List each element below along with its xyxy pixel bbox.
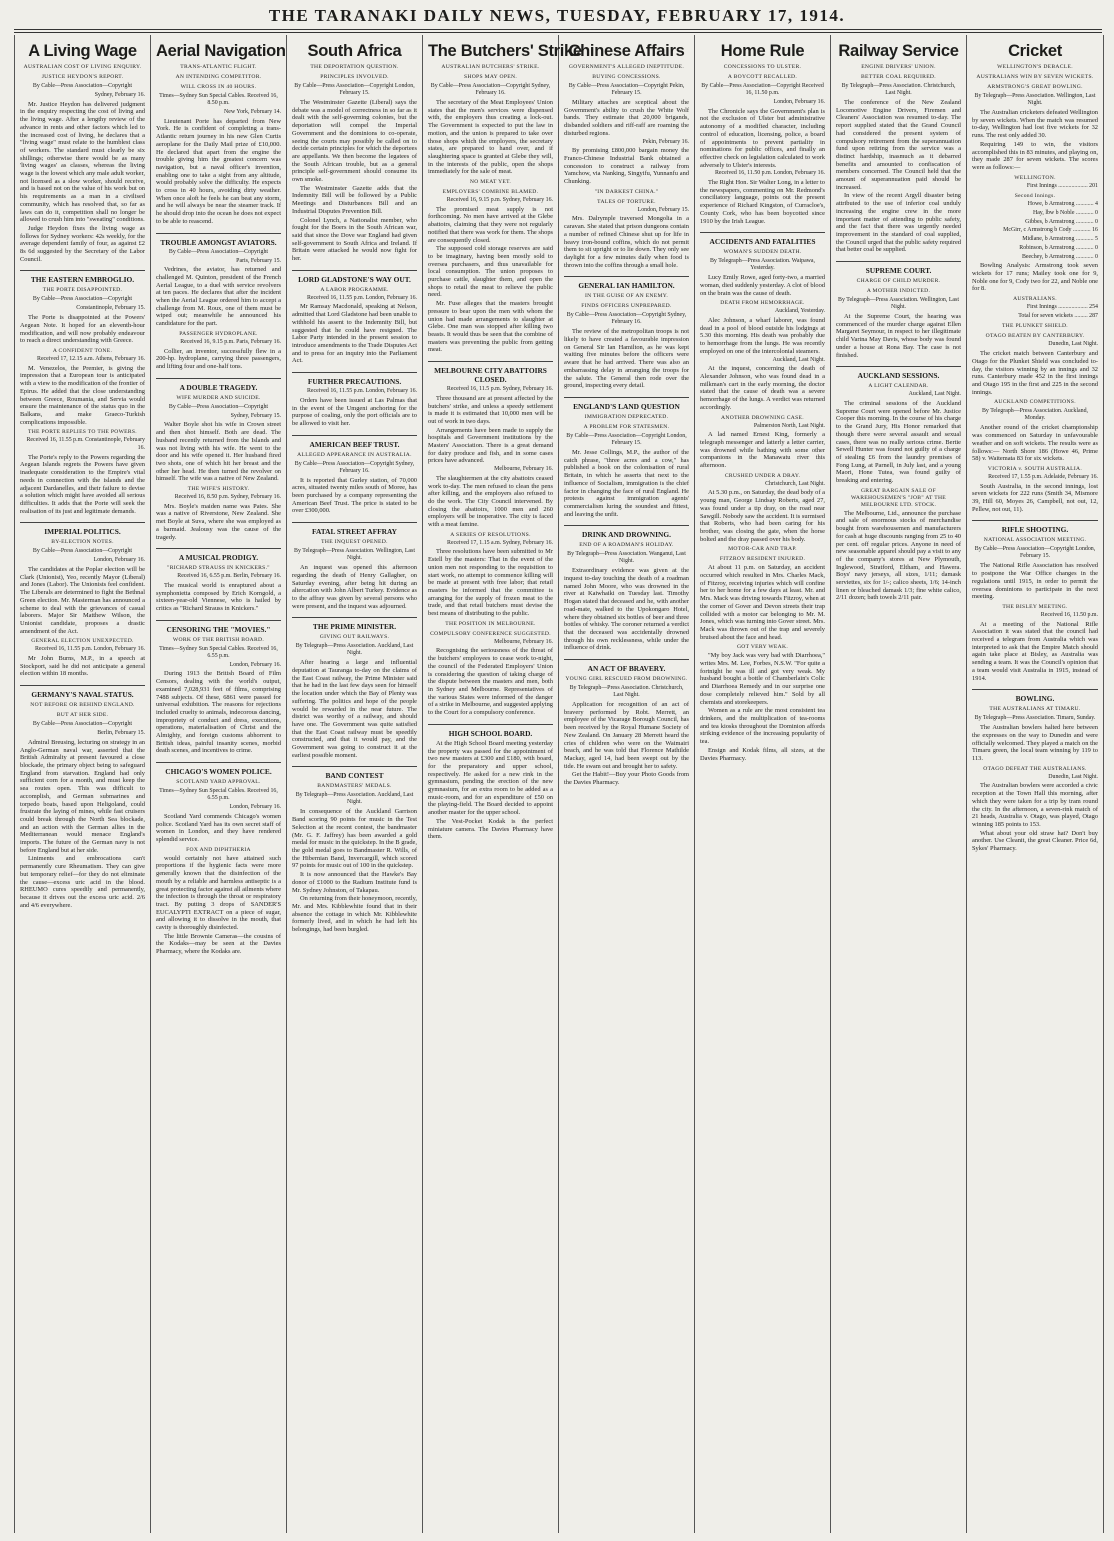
article-credit-line: By Telegraph—Press Association. Wellington, Last Night. xyxy=(974,93,1096,106)
article-dateline: Gibbes, b Armstrong ............ 0 xyxy=(1025,218,1098,225)
column-heading: Railway Service xyxy=(838,42,959,60)
article-paragraph: Mr Ramsay Macdonald, speaking at Nelson, admitted that Lord Gladstone had been unable to withhold his assent to the Indemnity Bill, but suggested that he could have resigned. The Labor Party intended in the present session to introduce amendments to the Trade Disputes Act and to press for an inquiry into the Parliament Act. xyxy=(292,303,417,365)
article-credit-line: By Telegraph—Press Association. Wanganui, Last Night. xyxy=(567,551,686,565)
article-subheading: GENERAL ELECTION UNEXPECTED. xyxy=(31,638,134,645)
article-credit-line: By Cable—Press Association—Copyright London, February 15. xyxy=(974,546,1096,560)
article-headline: IMPERIAL POLITICS. xyxy=(20,522,145,536)
article-headline: ACCIDENTS AND FATALITIES xyxy=(700,232,825,246)
article-credit-line: By Cable—Press Association—Copyright xyxy=(32,548,133,555)
article-subheading: NATIONAL ASSOCIATION MEETING. xyxy=(983,537,1087,544)
article-dateline: Christchurch, Last Night. xyxy=(765,480,825,487)
article-credit-line: By Telegraph—Press Association. Auckland, Monday. xyxy=(982,408,1088,422)
article-dateline: Auckland, Yesterday. xyxy=(774,308,825,315)
article-subheading: THE POSITION IN MELBOURNE. xyxy=(445,620,536,627)
article-dateline: Sydney, February 15. xyxy=(230,412,281,419)
article-subheading: JUSTICE HEYDON'S REPORT. xyxy=(41,74,124,80)
article-subheading: THE BISLEY MEETING. xyxy=(1002,603,1068,610)
article-subheading: AUSTRALIANS WIN BY SEVEN WICKETS. xyxy=(976,74,1094,80)
article-dateline: Paris, February 15. xyxy=(236,257,281,264)
article-subheading: NOT BEFORE OR BEHIND ENGLAND. xyxy=(30,702,135,709)
article-headline: AMERICAN BEEF TRUST. xyxy=(292,435,417,449)
article-subheading: ARMSTRONG'S GREAT BOWLING. xyxy=(987,84,1083,90)
article-subheading: WIFE MURDER AND SUICIDE. xyxy=(176,394,261,401)
article-paragraph: The review of the metropolitan troops is not likely to have created a favourable impression on General Sir Ian Hamilton, as he was kept waiting five minutes before the officers were aware that he had arrived. There was also an embarrassing delay in arranging the troops for the salute. The General then rode over the ground, inspecting every detail. xyxy=(564,328,689,390)
column-heading: South Africa xyxy=(307,42,402,60)
article-paragraph: Colonel Lynch, a Nationalist member, who fought for the Boers in the South African war, said that since the Dove war England had given self-government to South Africa and Ireland. If Britain were attacked he would now fight for her. xyxy=(292,216,417,263)
article-paragraph: On returning from their honeymoon, recently, Mr. and Mrs. Kibblewhite found that in their absence the cottage in which Mr. Kibblewhite formerly lived, and in which he had left his belongings, had been burgled. xyxy=(292,895,417,934)
article-paragraph: The Australian cricketers defeated Wellington by seven wickets. When the match was resumed to-day, Wellington had lost five wickets for 32 runs. The rest only added 30. xyxy=(972,109,1098,140)
article-paragraph: It is now announced that the Hawke's Bay donor of £1000 to the Radium Institute fund is Mr. Sydney Johnston, of Takapau. xyxy=(292,871,417,894)
article-paragraph: The Porte is disappointed at the Powers' Aegean Note. It hoped for an eleventh-hour modification, and will now probably endeavour to reach a direct understanding with Greece. xyxy=(20,314,145,345)
article-paragraph: The slaughtermen at the city abattoirs ceased work to-day. The men refused to clean the pens after killing, and the employers also refused to do the work. The City Council intervened. By closing the abattoirs, 1000 men and 260 employers will be inoperative. The city is faced with a meat famine. xyxy=(428,474,553,529)
article-paragraph: Women as a rule are the most consistent tea drinkers, and the multiplication of tea-rooms and tea kiosks throughout the Dominion affords striking evidence of the increasing popularity of tea. xyxy=(700,707,825,746)
article-paragraph: Judge Heydon fixes the living wage as follows for Sydney workers: 42s weekly, for the average dependent family of four, as against £2 8s 6d suggested by the Secretary of the Labor Council. xyxy=(20,224,145,263)
article-paragraph: In view of the recent Argyll disaster being attributed to the use of inferior coal unduly increasing the engine crew in the more important matter of attending to public safety, and the fact that there was urgently needed improvement in the standard of coal supplied, the Council urged that the public safety required that better coal be supplied. xyxy=(836,192,961,254)
article-dateline: McGirr, c Armstrong b Cody ............ 16 xyxy=(1003,227,1098,234)
article-subheading: IN THE GUISE OF AN ENEMY. xyxy=(584,293,669,300)
article-paragraph: Ensign and Kodak films, all sizes, at the Davies Pharmacy. xyxy=(700,746,825,762)
article-subheading: GIVING OUT RAILWAYS. xyxy=(319,634,390,641)
article-credit-line: By Telegraph—Press Association. Christchurch, Last Night. xyxy=(841,83,956,96)
article-paragraph: Recognising the seriousness of the threat of the butchers' employees to cease work to-night, the council of the Federated Employers' Union is considering the question of taking charge of the dispute between the masters and men, both in Sydney and Melbourne. Representatives of the various States were informed of the danger of a strike in Melbourne, and suggested applying to the Court for a compulsory conference. xyxy=(428,647,553,717)
article-subheading: ENGINE DRIVERS' UNION. xyxy=(861,64,936,70)
article-subheading: GOVERNMENT'S ALLEGED INEPTITUDE. xyxy=(568,64,685,70)
article-subheading: THE PLUNKET SHIELD. xyxy=(1001,323,1069,330)
article-paragraph: At the High School Board meeting yesterday the property was passed for the appointment of two new masters at £300 and £180, with board, for the preparatory and upper school, respectively. He asked for a new rink in the gymnasium, pending the erection of the new gymnasium, for an extra room to be added as a music-room, and for an expenditure of £50 on the playing-field. The Board decided to appoint another master for the upper school. xyxy=(428,739,553,817)
article-dateline: London, February 16. xyxy=(773,99,825,105)
article-subheading: NO MEAT YET. xyxy=(469,179,512,186)
article-subheading: AUSTRALIAN BUTCHERS' STRIKE. xyxy=(441,64,540,70)
article-headline: ENGLAND'S LAND QUESTION xyxy=(564,397,689,411)
article-paragraph: Admiral Breusing, lecturing on strategy in an Anglo-German naval war, asserted that the British Admiralty at present favoured a close blockade, the primary object being to safeguard England from starvation. England had only sufficient corn for a month, and must keep the sea routes open. This was difficult to accomplish, and German submarines and torpedo boats, based upon Heligoland, could frustrate the laying of mines, while fast cruisers could break through the North Sea blockade, and an action with the German allies in the Mediterranean would menace England's imports. The future of the German navy is not before England but at her side. xyxy=(20,738,145,854)
article-subheading: AUSTRALIANS. xyxy=(1013,296,1057,303)
article-credit-line: By Telegraph—Press Association. Wellington, Last Night. xyxy=(838,297,959,311)
article-subheading: A PROBLEM FOR STATESMEN. xyxy=(583,423,670,430)
article-credit-line: By Cable—Press Association—Copyright Sydney, February 16. xyxy=(430,83,551,96)
article-paragraph: Liniments and embrocations can't permanently cure Rheumatism. They can give but temporary relief—for they do not eliminate the cause—excess uric acid in the blood. RHEUMO cures speedily and permanently, because it drives out the excess uric acid. 2/6 and 4/6 everywhere. xyxy=(20,855,145,909)
article-paragraph: The secretary of the Meat Employees' Union states that the men's services were dispensed with, the employers thus creating a lock-out. The Government is expected to put the law in motion, and the union is prepared to take over those shops which the employers, the secretary states, are prepared to hand over, and if slaughtering space is granted at Glebe they will, in the interests of the public, open the shops immediately for the sale of meat. xyxy=(428,99,553,176)
article-subheading: Second Innings. xyxy=(1014,193,1056,200)
column-chinese-affairs xyxy=(559,35,695,1533)
article-paragraph: Mr. Justice Heydon has delivered judgment in the enquiry respecting the cost of living and the living wage. After a lengthy review of the advance in rents and other factors which led to the increased cost of living, he declares that a "living wage" must relate to the humblest class of workers. The standard must clearly be six shillings; otherwise there would be as many 'living wages' as classes, whereas the living wage is the lowest which any male adult worker, not licensed as a slow worker, should receive, and is based not on the value of his work but on his requirements as a man in a civilised community, which has resolved that, so far as laws can do it, competition shall no longer be allowed to crush him into "sweating" conditions. xyxy=(20,100,145,224)
article-subheading: GREAT BARGAIN SALE OF WAREHOUSEMEN'S "JOB" AT THE MELBOURNE LTD. STOCK. xyxy=(850,487,947,508)
article-headline: FATAL STREET AFFRAY xyxy=(292,522,417,536)
article-paragraph: At about 11 p.m. on Saturday, an accident occurred which resulted in Mrs. Charles Mack, of Fitzroy, receiving injuries which will confine her to her home for a few days at least. Mr. and Mrs. Mack was driving towards Fitzroy, when at the corner of Gover and Devon streets their trap collided with a motor car belonging to Mr. M. Jones, which was turning into Gover street. Mrs. Mack was thrown out of the trap and severely bruised about the face and head. xyxy=(700,564,825,641)
article-paragraph: At the Supreme Court, the hearing was commenced of the murder charge against Ellen Margaret Seymour, in respect to her illegitimate child Varina May Davis, whose body was found under a house at Rona Bay. The case is not finished. xyxy=(836,313,961,359)
article-headline: CENSORING THE "MOVIES." xyxy=(156,620,281,634)
article-paragraph: Mr John Burns, M.P., in a speech at Stockport, said he did not anticipate a general election within 18 months. xyxy=(20,655,145,678)
article-credit-line: By Cable—Press Association—Copyright London, February 15. xyxy=(294,83,415,96)
article-headline: THE EASTERN EMBROGLIO. xyxy=(20,270,145,284)
masthead-rule-bottom xyxy=(14,32,1102,33)
column-heading: The Butchers' Strike xyxy=(428,42,582,60)
article-subheading: THE PORTE DISAPPOINTED. xyxy=(42,287,123,294)
article-paragraph: The criminal sessions of the Auckland Supreme Court were opened before Mr. Justice Cooper this morning. In the course of his charge to the Grand Jury, His Honor remarked that though there were several assault and sexual cases, there was no really serious crime. Bertie Sewell Hunter was found not guilty of a charge of stealing £6 from the laundry premises of Fong Lung, at Parnell, in July last, and a young Maori, Hone Tutea, was found guilty of breaking and entering. xyxy=(836,399,961,485)
article-dateline: Received 16, 11.55 p.m. London, February 16. xyxy=(306,294,417,301)
article-paragraph: Vedrines, the aviator, has returned and challenged M. Quinton, president of the French Aerial League, to a duel with service revolvers at ten paces. He declares that after the incident when the Aerial League ordered him to accept a challenge from M. Roux, one of them must be wiped out; meanwhile he announced his candidature for the part. xyxy=(156,266,281,328)
article-headline: AUCKLAND SESSIONS. xyxy=(836,366,961,380)
article-subheading: THE WIFE'S HISTORY. xyxy=(187,486,250,493)
article-dateline: Dunedin, Last Night. xyxy=(1048,773,1098,780)
article-dateline: First Innings .................... 201 xyxy=(1026,182,1098,189)
article-dateline: Received 16, 11.5 p.m. Sydney, February 16. xyxy=(446,386,553,393)
article-paragraph: Extraordinary evidence was given at the inquest to-day touching the death of a roadman named John Moore, who was drowned in the river at Kaiwhaiki on Tuesday last. Timothy Hogan stated that deceased and he, with another road-mate, walked to the Upokongaro Hotel, where they obtained six bottles of beer and three bottles of whisky. The coroner returned a verdict that the deceased was accidentally drowned through his own recklessness, while under the influence of drink. xyxy=(564,567,689,652)
article-dateline: Received 16, 11.55 p.m. London, February 16. xyxy=(34,646,145,653)
article-subheading: GOT VERY WEAK. xyxy=(736,644,789,651)
article-credit-line: By Telegraph—Press Association. Auckland, Last Night. xyxy=(295,792,414,806)
article-paragraph: Mrs. Dalrymple traversed Mongolia in a caravan. She stated that prison dungeons contain a number of refined Chinese shut up for life in heavy iron-bound coffins, which do not permit them to sit upright or to lie down. They only see daylight for a few minutes daily when food is thrown into the coffins through a small hole. xyxy=(564,215,689,269)
article-subheading: IMMIGRATION DEPRECATED. xyxy=(584,413,669,420)
article-paragraph: An inquest was opened this afternoon regarding the death of Henry Gallagher, on Saturday evening, after being hit during an altercation with John Albert Turkey. Evidence as to the affray was given by several persons who were present, and the inquest was adjourned. xyxy=(292,564,417,610)
article-headline: BAND CONTEST xyxy=(292,766,417,780)
column-aerial-navigation xyxy=(151,35,287,1533)
article-headline: A MUSICAL PRODIGY. xyxy=(156,548,281,562)
article-paragraph: The promised meat supply is not forthcoming. No men have arrived at the Glebe abattoirs, claiming that they were not regularly notified that there was work for them. The shops are consequently closed. xyxy=(428,205,553,244)
article-paragraph: At a meeting of the National Rifle Association it was stated that the council had received a telegram from Australia which was interpreted to ask that the Empire Match should again take place at Bisley, as Australia was sending a team. It was the Council's opinion that a team would visit Australia in 1915, instead of 1914. xyxy=(972,620,1098,682)
article-credit-line: By Cable—Press Association—Copyright Sydney, February 16. xyxy=(566,312,687,326)
article-dateline: Sydney, February 16. xyxy=(94,92,145,98)
article-dateline: Beechey, b Armstrong ............ 0 xyxy=(1021,253,1098,260)
article-dateline: Received 16, 6.55 p.m. Berlin, February 16. xyxy=(177,573,281,580)
article-subheading: CRUSHED UNDER A DRAY. xyxy=(724,472,801,479)
article-credit-line: Times—Sydney Sun Special Cables. Received 16, 6.55 p.m. xyxy=(159,788,278,802)
article-paragraph: The Vest-Pocket Kodak is the perfect miniature camera. The Davies Pharmacy have them. xyxy=(428,817,553,841)
article-credit-line: By Telegraph—Press Association. Waipawa, Yesterday. xyxy=(709,258,816,272)
article-dateline: Received 16, 11.55 p.m. Constantinople, February 16. xyxy=(26,437,145,452)
article-subheading: BUYING CONCESSIONS. xyxy=(592,74,661,80)
article-subheading: A LIGHT CALENDAR. xyxy=(868,383,929,390)
article-subheading: BY-ELECTION NOTES. xyxy=(51,539,114,546)
article-paragraph: "My boy Jack was very bad with Diarrhoea," writes Mrs. M. Lee, Forbes, N.S.W. "For quite a fortnight he was ill and got very weak. My husband bought a bottle of Chamberlain's Colic and Diarrhoea Remedy and in our surprise one dose completely relieved him." Sold by all chemists and storekeepers. xyxy=(700,652,825,706)
article-paragraph: Get the Habit!—Buy your Photo Goods from the Davies Pharmacy. xyxy=(564,771,689,787)
article-dateline: London, February 15. xyxy=(637,206,689,213)
article-subheading: YOUNG GIRL RESCUED FROM DROWNING. xyxy=(565,676,688,683)
article-dateline: Robinson, b Armstrong ............ 0 xyxy=(1019,244,1098,251)
article-paragraph: Lucy Emily Rowe, aged forty-two, a married woman, died suddenly yesterday. A clot of blood on the brain was the cause of death. xyxy=(700,274,825,297)
column-south-africa xyxy=(287,35,423,1533)
article-paragraph: The Chronicle says the Government's plan is not the exclusion of Ulster but administrative autonomy of a modified character, including control of education, licensing, police, a board of appointments to prevent partiality in nominations for public offices, and finally an effective check on legislation calculated to work adversely to Ulster's interests. xyxy=(700,107,825,169)
article-headline: FURTHER PRECAUTIONS. xyxy=(292,372,417,386)
article-paragraph: At 5.30 p.m., on Saturday, the dead body of a young man, George Lindsay Roberts, aged 27, was found under a tip dray, on the road near Sawgill. Nobody saw the accident. It is surmised that Roberts, who had been caring for his brother, was closing the gate, when the horse bolted and the dray passed over his body. xyxy=(700,489,825,543)
article-dateline: First Innings .................... 254 xyxy=(1026,304,1098,311)
article-headline: MELBOURNE CITY ABATTOIRS CLOSED. xyxy=(428,361,553,384)
article-subheading: THE AUSTRALIANS AT TIMARU. xyxy=(989,706,1081,713)
article-subheading: VICTORIA v. SOUTH AUSTRALIA. xyxy=(987,465,1083,472)
article-dateline: Received 16, 11.55 p.m. London, February 16. xyxy=(306,388,417,395)
article-paragraph: The Right Hon. Sir Walter Long, in a letter to the newspapers, commenting on Mr. Redmond's conciliatory language, points out the present experience of Richard Kingston, of Curracloe's, County Cork, who has been boycotted since 1910 by the Irish League. xyxy=(700,179,825,225)
newspaper-masthead: THE TARANAKI DAILY NEWS, TUESDAY, FEBRUARY 17, 1914. xyxy=(268,6,846,25)
article-subheading: EMPLOYERS' COMBINE BLAMED. xyxy=(442,189,539,196)
column-home-rule xyxy=(695,35,831,1533)
article-dateline: New York, February 14. xyxy=(224,109,281,115)
article-subheading: CHARGE OF CHILD MURDER. xyxy=(856,278,941,285)
article-dateline: Auckland, Last Night. xyxy=(908,391,961,398)
column-a-living-wage xyxy=(15,35,151,1533)
article-paragraph: The Westminster Gazette (Liberal) says the debate was a model of correctness in so far as it dealt with the self-governing colonies, but the deportation will compel the Imperial Government and the dominions to co-operate, seeing the courts may possibly be called on to decide certain principles for which the deportees are appellants. We then become the legatees of the South African trouble, but as a general principle self-government should consume its own smoke. xyxy=(292,99,417,184)
article-dateline: Constantinople, February 15. xyxy=(76,305,145,312)
article-dateline: Palmerston North, Last Night. xyxy=(753,422,825,429)
article-dateline: Melbourne, February 16. xyxy=(494,466,553,473)
article-dateline: London, February 16. xyxy=(229,661,281,668)
article-paragraph: The candidates at the Poplar election will be Clark (Unionist), Yeo, recently Mayor (Liberal) and Jones (Labor). The Unionists feel confident. The Liberals are determined to fight the Bethnal Green election. Mr. Masterman has announced a scheme to deal with the grievances of casual laborers. Major Sir Matthew Wilson, the Unionist candidate, proposes a drastic amendment of the Act. xyxy=(20,566,145,635)
article-paragraph: The supposed cold storage reserves are said to be imaginary, having been mostly sold to oversea purchasers, and thus unavailable for local consumption. The union proposes to purchase cattle, slaughter them, and open the shops to retail the meat to relieve the public need. xyxy=(428,245,553,299)
article-dateline: Received 17, 12.15 a.m. Athens, February 16. xyxy=(37,355,145,362)
article-dateline: Dunedin, Last Night. xyxy=(1048,341,1098,348)
article-paragraph: Arrangements have been made to supply the hospitals and Government institutions by the Masters' Association. There is a great demand for dairy produce and fish, and in some cases prices have advanced. xyxy=(428,426,553,465)
article-subheading: FINDS OFFICERS UNPREPARED. xyxy=(581,303,672,310)
article-paragraph: Mr. Fuse alleges that the masters brought pressure to bear upon the men with whom the union had made arrangements to slaughter at Glebe. One man was stopped after killing two beasts. It would thus be seen that the combine of masters was preventing the public from getting meat. xyxy=(428,300,553,354)
column-the-butchers-strike xyxy=(423,35,582,1533)
column-cricket xyxy=(967,35,1103,1533)
article-paragraph: The Westminster Gazette adds that the Indemnity Bill will be followed by a Public Meetings and Disturbances Bill and an Industrial Disputes Prevention Bill. xyxy=(292,184,417,215)
article-dateline: Total for seven wickets ......... 287 xyxy=(1018,312,1098,319)
article-paragraph: During 1913 the British Board of Film Censors, dealing with the world's output, examined 7,028,931 feet of films, comprising 7488 subjects. Of these, 6861 were passed for universal exhibition. The reasons for rejections included cruelty to animals, indecorous dancing, impropriety of conduct and dress, executions, operations, materialisation of Christ and the Almighty, and foreign customs abhorrent to British ideas, painful insanity scenes, morbid death scenes, and incentives to crime. xyxy=(156,670,281,755)
article-subheading: THE DEPORTATION QUESTION. xyxy=(310,64,399,70)
article-paragraph: Three thousand are at present affected by the butchers' strike, and unless a speedy settlement is made it is estimated that 10,000 men will be out of work in two days. xyxy=(428,394,553,425)
article-subheading: PASSENGER HYDROPLANE. xyxy=(179,330,258,337)
article-paragraph: The cricket match between Canterbury and Otago for the Plunket Shield was concluded to-day, the visitors winning by an innings and 32 runs. Canterbury made 452 in the first innings and Otago 195 in the first and 225 in the second innings. xyxy=(972,350,1098,396)
article-paragraph: Collier, an inventor, successfully flew in a 200-hp. hydroplane, carrying three passengers, and lifting four and one-half tons. xyxy=(156,347,281,370)
article-headline: RIFLE SHOOTING. xyxy=(972,520,1098,534)
article-paragraph: Bowling Analysis: Armstrong took seven wickets for 17 runs; Mailey took one for 9, Noble one for 9, Cody two for 22, and Noble one for 8. xyxy=(972,262,1099,293)
article-paragraph: Scotland Yard commends Chicago's women police. Scotland Yard has its own secret staff of women in London, and they have rendered splendid service. xyxy=(156,812,281,843)
article-subheading: SCOTLAND YARD APPROVAL. xyxy=(176,779,261,786)
article-dateline: Received 16, 11.50 p.m. London, February 16. xyxy=(714,170,825,177)
article-credit-line: By Cable—Press Association—Copyright London, February 15. xyxy=(566,432,687,446)
article-dateline: Hay, lbw b Noble ............ 0 xyxy=(1032,210,1098,217)
article-subheading: WELLINGTON. xyxy=(1014,174,1056,181)
article-subheading: AN INTENDING COMPETITOR. xyxy=(175,74,262,80)
article-credit-line: By Cable—Press Association—Copyright Received 16, 11.50 p.m. xyxy=(701,83,824,96)
article-subheading: COMPULSORY CONFERENCE SUGGESTED. xyxy=(430,630,551,637)
article-credit-line: By Cable—Press Association—Copyright Sydney, February 16. xyxy=(294,460,415,474)
article-paragraph: A lad named Ernest King, formerly a telegraph messenger and latterly a letter carrier, was drowned while bathing with some other companions in the Manawatu river this afternoon. xyxy=(700,431,825,470)
column-railway-service xyxy=(831,35,967,1533)
article-dateline: Midlane, b Armstrong ............ 5 xyxy=(1022,236,1098,243)
article-headline: SUPREME COURT. xyxy=(836,261,961,275)
article-credit-line: By Telegraph—Press Association. Wellington, Last Night. xyxy=(294,548,415,562)
article-credit-line: By Cable—Press Association—Copyright xyxy=(32,296,133,303)
article-subheading: THE PORTE REPLIES TO THE POWERS. xyxy=(27,429,138,436)
article-subheading: BANDMASTERS' MEDALS. xyxy=(317,783,392,790)
article-subheading: THE INQUEST OPENED. xyxy=(321,539,388,546)
article-subheading: FITZROY RESIDENT INJURED. xyxy=(719,556,806,563)
article-paragraph: Three resolutions have been submitted to Mr Estell by the masters: That in the event of the union men not responding to the requisition to start work, no attempt to commence killing will be made at present with free labor; that retail masters be informed that the committee is arranging for the supply of frozen meat to the trade, and that retail butchers must devise the best means of distributing to the public. xyxy=(428,548,553,618)
article-credit-line: By Cable—Press Association—Copyright xyxy=(32,83,133,89)
article-subheading: ANOTHER DROWNING CASE. xyxy=(721,414,804,421)
article-paragraph: Military attaches are sceptical about the Government's ability to crush the White Wolf bands. They estimate that 20,000 brigands, disbanded soldiers and riff-raff are roaming the disturbed regions. xyxy=(564,99,689,137)
article-paragraph: Mrs. Boyle's maiden name was Pates. She was a native of Riverstone, New Zealand. She met Boyle at Suva, where she was employed as a barmaid. Jealousy was the cause of the tragedy. xyxy=(156,502,281,541)
article-dateline: Berlin, February 15. xyxy=(97,730,145,737)
article-credit-line: By Telegraph—Press Association. Christchurch, Last Night. xyxy=(569,685,684,699)
article-subheading: END OF A ROADMAN'S HOLIDAY. xyxy=(579,542,674,549)
article-dateline: Auckland, Last Night. xyxy=(772,356,825,363)
article-credit-line: By Telegraph—Press Association. Auckland, Last Night. xyxy=(295,643,414,657)
article-subheading: SHOPS MAY OPEN. xyxy=(463,74,518,80)
article-subheading: FOX AND DIPHTHERIA xyxy=(186,846,251,853)
article-subheading: WOMAN'S SUDDEN DEATH. xyxy=(723,249,802,256)
article-credit-line: By Telegraph—Press Association. Timaru, Sunday. xyxy=(974,715,1096,722)
article-subheading: TALES OF TORTURE. xyxy=(597,198,656,205)
article-subheading: "IN DARKEST CHINA." xyxy=(594,188,659,195)
article-paragraph: The National Rifle Association has resolved to postpone the War Office changes in the regulations until 1915, in order to permit the oversea dominions to participate in the next meeting. xyxy=(972,562,1098,601)
article-subheading: BETTER COAL REQUIRED. xyxy=(861,74,936,80)
article-subheading: WILL CROSS IN 40 HOURS. xyxy=(180,84,257,90)
article-credit-line: By Cable—Press Association—Copyright Pekin, February 15. xyxy=(568,83,685,96)
article-headline: CHICAGO'S WOMEN POLICE. xyxy=(156,762,281,776)
article-dateline: London, February 16. xyxy=(93,557,145,564)
article-paragraph: Requiring 149 to win, the visitors accomplished this in 83 minutes, and playing on, they made 287 for seven wickets. The scores were as follows:— xyxy=(972,140,1098,171)
article-credit-line: Times—Sydney Sun Special Cables. Received 16, 6.55 p.m. xyxy=(159,645,278,659)
column-heading: Home Rule xyxy=(720,42,805,60)
article-paragraph: What about your old straw hat? Don't buy another. Use Cleanit, the great Cleaner. Price 6d, Sykes' Pharmacy. xyxy=(972,829,1098,853)
article-subheading: A BOYCOTT RECALLED. xyxy=(727,74,798,80)
article-paragraph: Alec Johnson, a wharf laborer, was found dead in a pool of blood outside his lodgings at 5.30 this morning. His death was probably due to hemorrhage from the lungs. He was recently employed on one of the intercolonial steamers. xyxy=(700,317,825,355)
article-dateline: Received 16, 8.50 p.m. Sydney, February 16. xyxy=(174,494,281,501)
article-paragraph: It is reported that Gurley station, of 70,000 acres, situated twenty miles south of Moree, has been purchased by a company representing the American Beef Trust. The price is stated to be over £300,000. xyxy=(292,476,417,515)
article-subheading: OTAGO DEFEAT THE AUSTRALIANS. xyxy=(983,765,1087,772)
article-headline: DRINK AND DROWNING. xyxy=(564,525,689,539)
masthead-rule-top xyxy=(14,29,1102,30)
article-headline: A DOUBLE TRAGEDY. xyxy=(156,378,281,392)
article-paragraph: The conference of the New Zealand Locomotive Engine Drivers, Firemen and Cleaners' Association was resumed to-day. The report supplied stated that the Grand Council had considered the present system of compulsory retirement from the superannuation fund upon retiring from the service was a distinct hardship, inasmuch as it debarred benefits and amounted to confiscation of members concerned. The Council held that the amount of superannuation paid should be increased. xyxy=(836,99,961,191)
article-paragraph: In consequence of the Auckland Garrison Band scoring 90 points for music in the Test Selection at the recent contest, the bandmaster (Mr. G. F. Jaffrey) has been awarded a gold medal for music in the quickstep. In the B grade, the gold medal goes to Bandmaster R. Wills, of the Hibernian Band, Invercargill, which scored 97 points for music out of 100 in the quickstep. xyxy=(292,808,417,870)
article-subheading: AUCKLAND COMPETITIONS. xyxy=(994,399,1076,406)
column-heading: Chinese Affairs xyxy=(568,42,685,60)
article-dateline: Received 17, 1.55 p.m. Adelaide, February 16. xyxy=(988,473,1098,480)
article-subheading: BUT AT HER SIDE. xyxy=(56,712,109,719)
article-subheading: PRINCIPLES INVOLVED. xyxy=(320,74,389,80)
article-dateline: Melbourne, February 16. xyxy=(494,638,553,645)
article-subheading: WELLINGTON'S DEBACLE. xyxy=(997,64,1073,70)
article-subheading: A LABOR PROGRAMME. xyxy=(320,286,389,293)
article-dateline: Pekin, February 16. xyxy=(642,138,689,145)
article-paragraph: The Australian bowlers were accorded a civic reception at the Town Hall this morning, after which they were taken for a trip by tram round the city. In the afternoon, a seven-rink match of 21 heads, Australia v. Otago, was played, Otago winning 185 points to 153. xyxy=(972,782,1098,828)
article-subheading: DEATH FROM HEMORRHAGE. xyxy=(720,300,805,307)
article-subheading: A MOTHER INDICTED. xyxy=(866,288,931,295)
article-paragraph: would certainly not have attained such proportions if the hygienic facts were more generally known that the disinfection of the mouth by a reliable and harmless antiseptic is a great protecting factor against all ailments where the infection is through the throat or respiratory tract. By putting 3 drops of SANDER'S EUCALYPTI EXTRACT on a piece of sugar, and allowing it to dissolve in the mouth, that cavity is thoroughly disinfected. xyxy=(156,854,281,932)
article-dateline: Received 16, 11.50 p.m. xyxy=(1040,611,1098,618)
article-headline: TROUBLE AMONGST AVIATORS. xyxy=(156,233,281,247)
article-paragraph: Lieutenant Porte has departed from New York. He is confident of completing a trans-Atlantic return journey in his new Glen Curtis aeroplane for the Daily Mail prize of £10,000. He declared that apart from the engine the trouble giving him the greatest concern was navigation, but a naval officer's invention, enabling one to take a sight from any altitude, would probably solve the difficulty. He expects to cross in 40 hours, avoiding dirty weather. When once aloft he feels he can beat any storm, and he will always be near the steamer track. If he should drop into the ocean he does not expect to be able to reascend. xyxy=(156,117,281,225)
article-subheading: OTAGO BEATEN BY CANTERBURY. xyxy=(985,333,1085,340)
article-dateline: London, February 16. xyxy=(229,804,281,811)
article-paragraph: Mr. Jesse Collings, M.P., the author of the catch phrase, "three acres and a cow," has published a book on the colonisation of rural Britain, in which he asserts that next to the influence of Socialism, immigration is the chief factor in changing the face of rural England. He protests against immigration agents' commercialism luring the soundest and fittest, and leaving the unfit. xyxy=(564,448,689,518)
article-headline: HIGH SCHOOL BOARD. xyxy=(428,724,553,738)
newspaper-columns xyxy=(14,35,1104,1533)
article-subheading: ALLEGED APPEARANCE IN AUSTRALIA. xyxy=(297,451,412,458)
article-headline: THE PRIME MINISTER. xyxy=(292,617,417,631)
article-subheading: A SERIES OF RESOLUTIONS. xyxy=(450,531,531,538)
article-subheading: AUSTRALIAN COST OF LIVING ENQUIRY. xyxy=(23,64,142,70)
article-headline: AN ACT OF BRAVERY. xyxy=(564,659,689,673)
article-credit-line: Times—Sydney Sun Special Cables. Received 16, 8.50 p.m. xyxy=(159,93,278,106)
article-paragraph: Another round of the cricket championship was commenced on Saturday in unfavourable weather and on soft wickets. The results were as follows:— North Shore 186 (Howe 46, Prime 58) v. Waitemata 83 for six wickets. xyxy=(972,424,1098,463)
article-subheading: WORK OF THE BRITISH BOARD. xyxy=(172,636,265,643)
article-subheading: "RICHARD STRAUSS IN KNICKERS." xyxy=(167,565,270,572)
article-paragraph: The Australian bowlers halted here between the expresses on the way to Dunedin and were officially welcomed. They played a match on the Timaru green, the local team winning by 119 to 113. xyxy=(972,724,1098,763)
article-paragraph: The Melbourne, Ltd., announce the purchase and sale of enormous stocks of merchandise bought from warehousemen and manufacturers for cash at huge discounts ranging from 25 to 40 per cent. off regular prices. Anyone in need of new seasonable apparel should pay a visit to any of the company's stores at New Plymouth, Inglewood, Stratford, Eltham, and Hawera. Boys' navy jerseys, all sizes, 1/11; damask serviettes, six for 1/-; calico sheets, 1/6; 14-inch linen or bleached damask 1/3; fine white calico, 2/11 dozen; bath towels 2/11 pair. xyxy=(836,509,961,602)
article-subheading: CONCESSIONS TO ULSTER. xyxy=(723,64,802,70)
article-headline: GENERAL IAN HAMILTON. xyxy=(564,276,689,290)
article-headline: LORD GLADSTONE'S WAY OUT. xyxy=(292,270,417,284)
article-credit-line: By Cable—Press Association—Copyright xyxy=(168,248,269,255)
article-dateline: Received 16, 9.15 p.m. Paris, February 16. xyxy=(180,338,281,345)
article-headline: GERMANY'S NAVAL STATUS. xyxy=(20,685,145,699)
article-paragraph: By promising £800,000 bargain money the Franco-Chinese Industrial Bank obtained a concession to construct a railway from Yamchow, via Nanking, Singyifu, Yunnanfu and Chunking. xyxy=(564,147,689,186)
article-dateline: Howe, b Armstrong ............ 4 xyxy=(1027,201,1098,208)
article-subheading: TRANS-ATLANTIC FLIGHT. xyxy=(180,64,257,70)
article-subheading: MOTOR-CAR AND TRAP. xyxy=(728,546,797,553)
article-paragraph: M. Venezelos, the Premier, is giving the impression that a European tour is anticipated with a view to the modification of the frontier of Epirus. He added that the close understanding between Greece, Roumania, and Servia would ensure the maintenance of the status quo in the Balkans, and make Graeco-Turkish complications impossible. xyxy=(20,364,145,426)
article-dateline: Received 16, 9.15 p.m. Sydney, February 16. xyxy=(446,197,553,204)
article-paragraph: The Porte's reply to the Powers regarding the Aegean Islands regrets the Powers have given inadequate consideration to the Empire's vital needs in connection with the islands and the adjacent Dardanelles, and their failure to devise a solution which might have avoided all serious difficulties. It adds that the Porte will seek the realisation of its just and legitimate demands. xyxy=(20,453,145,515)
article-paragraph: South Australia, in the second innings, lost seven wickets for 222 runs (Smith 34, Mismore 39, Hill 60, Moyes 26, Campbell, not out, 12, Pellew, not out, 11). xyxy=(972,482,1098,513)
article-paragraph: At the inquest, concerning the death of Alexander Johnson, who was found dead in a milkman's cart in the early morning, the doctor stated that the cause of death was a severe hemorrhage of the lungs. A verdict was returned accordingly. xyxy=(700,365,825,411)
article-paragraph: The little Brownie Cameras—the cousins of the Kodaks—may be seen at the Davies Pharmacy, where the Kodaks are. xyxy=(156,932,281,956)
article-paragraph: Application for recognition of an act of bravery performed by Robt. Merrett, an employee of the Vicarage Borough Council, has been received by the Royal Humane Society of New Zealand. On January 28 Merrett heard the cries of children who were on the Waimairi beach, and he was told that Florence Mathilde Mackay, aged 14, had been swept out by the tide. He swam out and brought her to safety. xyxy=(564,701,689,770)
article-paragraph: After hearing a large and influential deputation at Tauranga to-day on the claims of the East Coast railway, the Prime Minister said that he had in the last few days seen for himself the location under which the Bay of Plenty was suffering. The politics and hope of the people would be rewarded in the near future. The district was worthy of a railway, and should have one. The Government was quite satisfied that the East Coast railway must be speedily constructed, and that it would pay, and the Government was going to construct it at the earliest possible moment. xyxy=(292,659,417,759)
article-credit-line: By Cable—Press Association—Copyright xyxy=(168,403,269,410)
column-heading: A Living Wage xyxy=(28,42,137,60)
article-paragraph: The musical world is enraptured about a symphonietta composed by Erich Korngold, a sixteen-year-old Viennese, who is hailed by critics as "Richard Strauss in Knickers." xyxy=(156,581,281,613)
article-headline: BOWLING. xyxy=(972,689,1098,703)
column-heading: Aerial Navigation xyxy=(156,42,286,60)
column-heading: Cricket xyxy=(1008,42,1062,60)
article-paragraph: Orders have been issued at Las Palmas that in the event of the Umgeni anchoring for the purpose of coaling, only the port officials are to be allowed to visit her. xyxy=(292,396,417,427)
article-credit-line: By Cable—Press Association—Copyright xyxy=(32,721,133,728)
article-paragraph: Walter Boyle shot his wife in Crown street and then shot himself. Both are dead. The husband recently returned from the Islands and was not living with his wife. He went to the door and his wife opened it. Her husband fired two shots, one of which hit her breast and the other her head. He then turned the revolver on himself. The wife was a native of New Zealand. xyxy=(156,421,281,483)
article-subheading: A CONFIDENT TONE. xyxy=(52,347,113,354)
article-dateline: Received 17, 1.15 a.m. Sydney, February 16. xyxy=(447,539,553,546)
